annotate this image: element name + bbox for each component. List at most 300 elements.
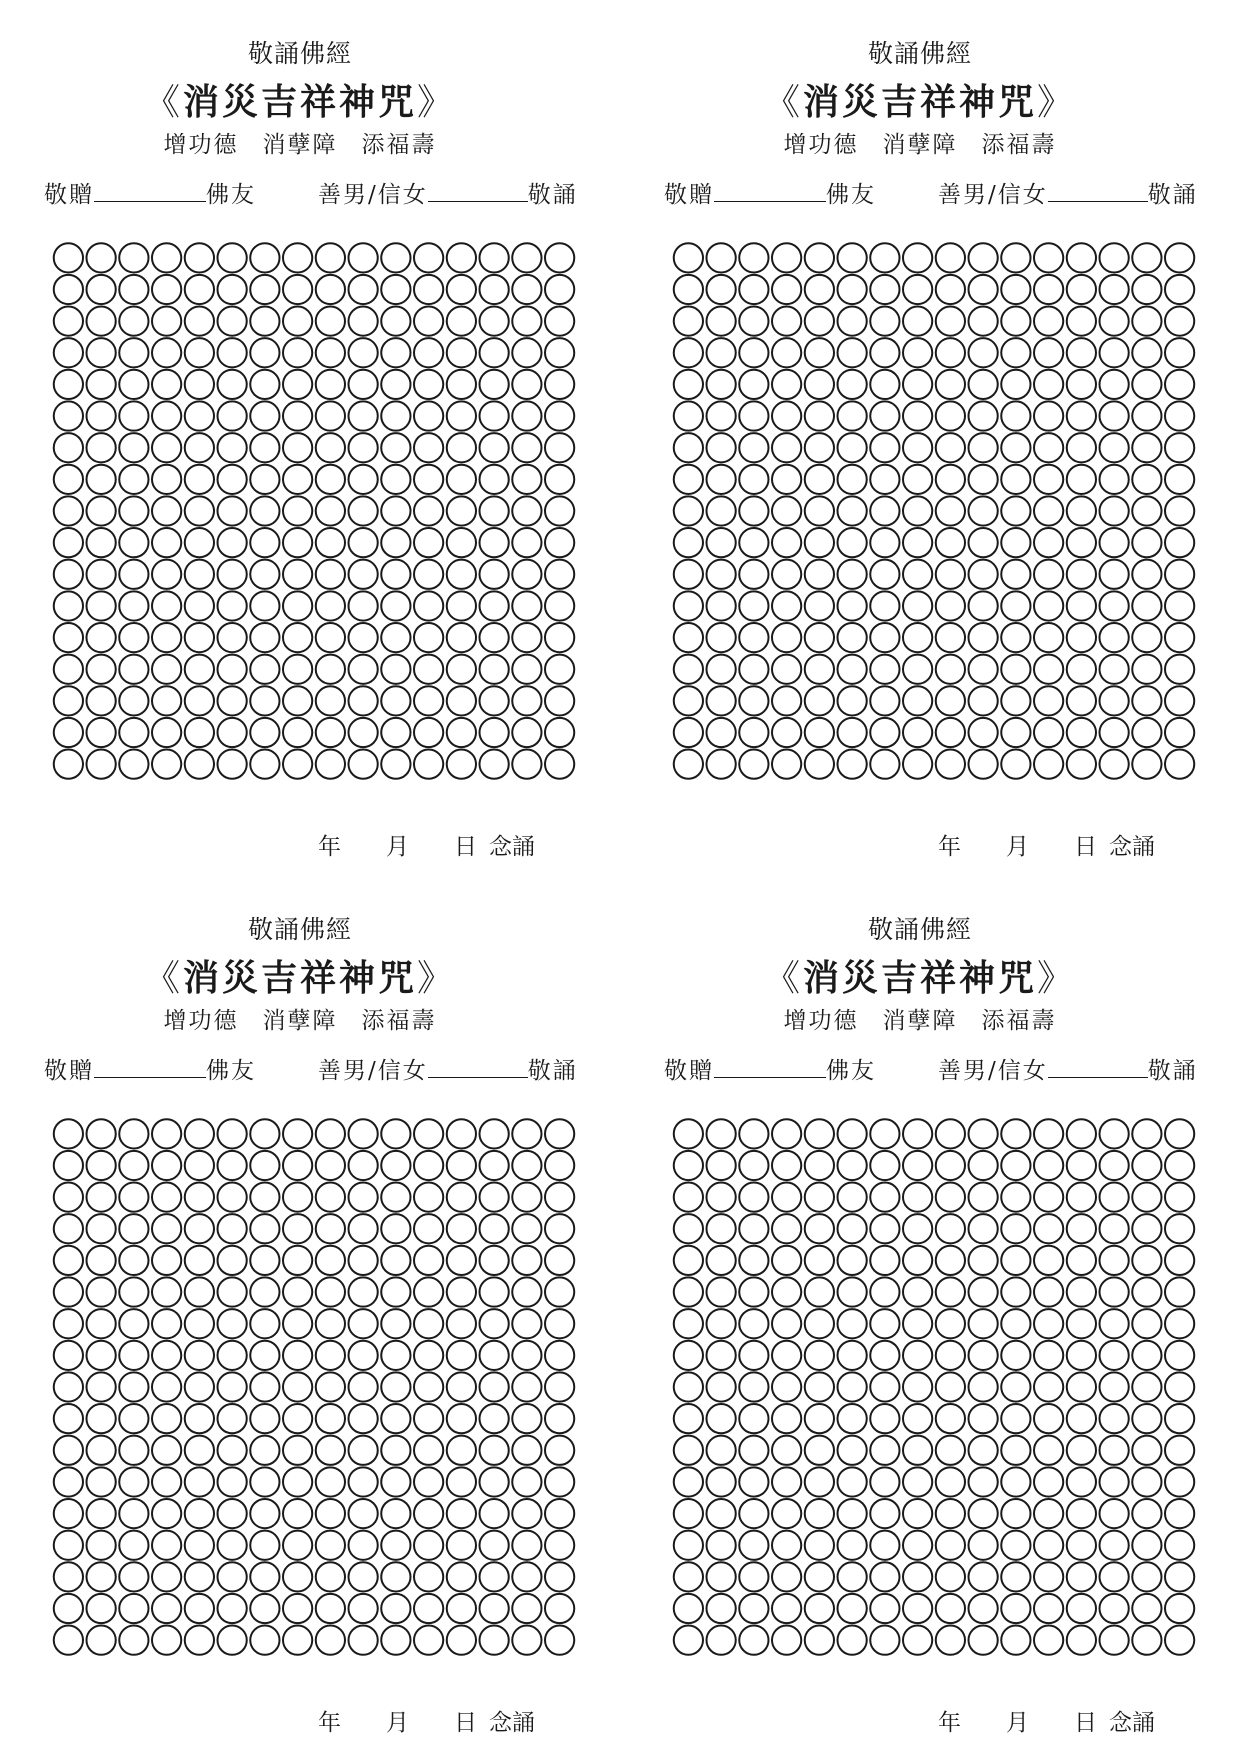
recitation-circle[interactable] xyxy=(414,1404,443,1433)
recitation-circle[interactable] xyxy=(414,1119,443,1148)
recitation-circle[interactable] xyxy=(1067,1594,1096,1623)
recitation-circle[interactable] xyxy=(870,1372,899,1401)
recitation-circle[interactable] xyxy=(772,1562,801,1591)
recitation-circle[interactable] xyxy=(512,433,541,462)
recitation-circle[interactable] xyxy=(316,1119,345,1148)
recitation-circle[interactable] xyxy=(1132,465,1161,494)
recitation-circle[interactable] xyxy=(316,750,345,779)
recipient-blank[interactable] xyxy=(94,1057,206,1078)
recitation-circle[interactable] xyxy=(447,1562,476,1591)
recitation-circle[interactable] xyxy=(480,686,509,715)
recitation-circle[interactable] xyxy=(1132,401,1161,430)
recitation-circle[interactable] xyxy=(316,1151,345,1180)
recitation-circle[interactable] xyxy=(185,1277,214,1306)
recitation-circle[interactable] xyxy=(185,1404,214,1433)
recitation-circle[interactable] xyxy=(1067,1119,1096,1148)
recitation-circle[interactable] xyxy=(969,401,998,430)
recitation-circle[interactable] xyxy=(1165,1594,1194,1623)
recitation-circle[interactable] xyxy=(218,1309,247,1338)
recitation-circle[interactable] xyxy=(903,496,932,525)
recitation-circle[interactable] xyxy=(349,655,378,684)
recitation-circle[interactable] xyxy=(250,275,279,304)
recitation-circle[interactable] xyxy=(838,718,867,747)
recitation-circle[interactable] xyxy=(936,496,965,525)
recitation-circle[interactable] xyxy=(707,1626,736,1655)
recitation-circle[interactable] xyxy=(54,275,83,304)
recitation-circle[interactable] xyxy=(283,275,312,304)
recitation-circle[interactable] xyxy=(674,623,703,652)
recitation-circle[interactable] xyxy=(218,623,247,652)
recitation-circle[interactable] xyxy=(54,1499,83,1528)
recitation-circle[interactable] xyxy=(707,750,736,779)
recitation-circle[interactable] xyxy=(1165,465,1194,494)
recitation-circle[interactable] xyxy=(349,591,378,620)
recitation-circle[interactable] xyxy=(316,465,345,494)
recitation-circle[interactable] xyxy=(936,338,965,367)
recitation-circle[interactable] xyxy=(838,1341,867,1370)
recitation-circle[interactable] xyxy=(739,528,768,557)
recitation-circle[interactable] xyxy=(185,1214,214,1243)
recitation-circle[interactable] xyxy=(119,560,148,589)
recitation-circle[interactable] xyxy=(218,1404,247,1433)
recitation-circle[interactable] xyxy=(870,623,899,652)
recitation-circle[interactable] xyxy=(283,1404,312,1433)
recitation-circle[interactable] xyxy=(1067,1341,1096,1370)
recitation-circle[interactable] xyxy=(1100,243,1129,272)
recitation-circle[interactable] xyxy=(739,1499,768,1528)
recitation-circle[interactable] xyxy=(772,1277,801,1306)
recitation-circle[interactable] xyxy=(739,655,768,684)
recitation-circle[interactable] xyxy=(903,1404,932,1433)
recitation-circle[interactable] xyxy=(87,1151,116,1180)
recitation-circle[interactable] xyxy=(1034,1372,1063,1401)
recitation-circle[interactable] xyxy=(381,496,410,525)
recitation-circle[interactable] xyxy=(480,1151,509,1180)
recitation-circle[interactable] xyxy=(512,370,541,399)
recitation-circle[interactable] xyxy=(119,1436,148,1465)
recitation-circle[interactable] xyxy=(316,1626,345,1655)
recitation-circle[interactable] xyxy=(152,1246,181,1275)
recitation-circle[interactable] xyxy=(152,370,181,399)
recitation-circle[interactable] xyxy=(707,465,736,494)
recitation-circle[interactable] xyxy=(414,1182,443,1211)
recitation-circle[interactable] xyxy=(1034,1214,1063,1243)
recitation-circle[interactable] xyxy=(152,465,181,494)
recitation-circle[interactable] xyxy=(1132,1499,1161,1528)
recitation-circle[interactable] xyxy=(316,1309,345,1338)
recitation-circle[interactable] xyxy=(772,560,801,589)
recitation-circle[interactable] xyxy=(480,1119,509,1148)
recitation-circle[interactable] xyxy=(545,306,574,335)
recitation-circle[interactable] xyxy=(1001,243,1030,272)
recitation-circle[interactable] xyxy=(1001,591,1030,620)
recitation-circle[interactable] xyxy=(707,560,736,589)
recitation-circle[interactable] xyxy=(838,1246,867,1275)
recitation-circle[interactable] xyxy=(349,1531,378,1560)
recitation-circle[interactable] xyxy=(1034,1119,1063,1148)
recitation-circle[interactable] xyxy=(1100,1626,1129,1655)
recitation-circle[interactable] xyxy=(480,1246,509,1275)
recitation-circle[interactable] xyxy=(250,1119,279,1148)
recitation-circle[interactable] xyxy=(218,1499,247,1528)
recitation-circle[interactable] xyxy=(119,496,148,525)
recitation-circle[interactable] xyxy=(739,750,768,779)
recitation-circle[interactable] xyxy=(185,1626,214,1655)
recitation-circle[interactable] xyxy=(772,591,801,620)
recitation-circle[interactable] xyxy=(838,750,867,779)
recitation-circle[interactable] xyxy=(283,1119,312,1148)
recitation-circle[interactable] xyxy=(54,338,83,367)
recitation-circle[interactable] xyxy=(739,1214,768,1243)
recitation-circle[interactable] xyxy=(87,1277,116,1306)
recitation-circle[interactable] xyxy=(838,465,867,494)
recitation-circle[interactable] xyxy=(838,591,867,620)
recitation-circle[interactable] xyxy=(185,1151,214,1180)
recitation-circle[interactable] xyxy=(316,591,345,620)
recitation-circle[interactable] xyxy=(1165,1151,1194,1180)
recitation-circle[interactable] xyxy=(739,1151,768,1180)
recitation-circle[interactable] xyxy=(707,623,736,652)
recitation-circle[interactable] xyxy=(1165,1182,1194,1211)
recitation-circle[interactable] xyxy=(805,718,834,747)
recitation-circle[interactable] xyxy=(1165,401,1194,430)
recitation-circle[interactable] xyxy=(739,1341,768,1370)
recitation-circle[interactable] xyxy=(838,1119,867,1148)
recitation-circle[interactable] xyxy=(739,1277,768,1306)
recitation-circle[interactable] xyxy=(152,718,181,747)
recitation-circle[interactable] xyxy=(545,1626,574,1655)
recitation-circle[interactable] xyxy=(480,1562,509,1591)
recitation-circle[interactable] xyxy=(218,1214,247,1243)
recitation-circle[interactable] xyxy=(1165,623,1194,652)
recitation-circle[interactable] xyxy=(838,560,867,589)
recitation-circle[interactable] xyxy=(1067,1309,1096,1338)
recitation-circle[interactable] xyxy=(1165,1372,1194,1401)
recitation-circle[interactable] xyxy=(250,1404,279,1433)
recitation-circle[interactable] xyxy=(1100,623,1129,652)
recitation-circle[interactable] xyxy=(545,1531,574,1560)
recitation-circle[interactable] xyxy=(1001,1626,1030,1655)
recitation-circle[interactable] xyxy=(707,401,736,430)
recitation-circle[interactable] xyxy=(1165,1436,1194,1465)
recitation-circle[interactable] xyxy=(1034,1151,1063,1180)
recitation-circle[interactable] xyxy=(674,1626,703,1655)
recitation-circle[interactable] xyxy=(414,1562,443,1591)
recitation-circle[interactable] xyxy=(414,1372,443,1401)
recitation-circle[interactable] xyxy=(545,560,574,589)
recitation-circle[interactable] xyxy=(969,1119,998,1148)
recitation-circle[interactable] xyxy=(772,370,801,399)
recitation-circle[interactable] xyxy=(316,655,345,684)
recitation-circle[interactable] xyxy=(1034,1309,1063,1338)
recitation-circle[interactable] xyxy=(838,1309,867,1338)
recitation-circle[interactable] xyxy=(87,718,116,747)
recitation-circle[interactable] xyxy=(969,496,998,525)
recitation-circle[interactable] xyxy=(381,1499,410,1528)
recitation-circle[interactable] xyxy=(87,1372,116,1401)
recitation-circle[interactable] xyxy=(480,1277,509,1306)
recitation-circle[interactable] xyxy=(349,1151,378,1180)
recitation-circle[interactable] xyxy=(903,1562,932,1591)
recitation-circle[interactable] xyxy=(349,1626,378,1655)
recitation-circle[interactable] xyxy=(1001,1436,1030,1465)
recitation-circle[interactable] xyxy=(152,275,181,304)
recitation-circle[interactable] xyxy=(250,655,279,684)
recitation-circle[interactable] xyxy=(707,1119,736,1148)
recitation-circle[interactable] xyxy=(250,750,279,779)
recitation-circle[interactable] xyxy=(739,1309,768,1338)
recitation-circle[interactable] xyxy=(739,433,768,462)
recitation-circle[interactable] xyxy=(936,1531,965,1560)
recitation-circle[interactable] xyxy=(969,465,998,494)
recitation-circle[interactable] xyxy=(870,243,899,272)
recitation-circle[interactable] xyxy=(54,1404,83,1433)
recitation-circle[interactable] xyxy=(707,370,736,399)
recitation-circle[interactable] xyxy=(447,1151,476,1180)
recitation-circle[interactable] xyxy=(447,1119,476,1148)
recitation-circle[interactable] xyxy=(152,686,181,715)
recitation-circle[interactable] xyxy=(381,306,410,335)
recitation-circle[interactable] xyxy=(903,1467,932,1496)
recitation-circle[interactable] xyxy=(119,655,148,684)
recitation-circle[interactable] xyxy=(283,1626,312,1655)
recitation-circle[interactable] xyxy=(1034,338,1063,367)
recitation-circle[interactable] xyxy=(185,1182,214,1211)
recitation-circle[interactable] xyxy=(414,623,443,652)
recitation-circle[interactable] xyxy=(283,1499,312,1528)
recitation-circle[interactable] xyxy=(805,275,834,304)
recitation-circle[interactable] xyxy=(185,306,214,335)
recitation-circle[interactable] xyxy=(1034,718,1063,747)
recitation-circle[interactable] xyxy=(1132,718,1161,747)
recitation-circle[interactable] xyxy=(545,401,574,430)
recitation-circle[interactable] xyxy=(1001,1182,1030,1211)
recitation-circle[interactable] xyxy=(54,306,83,335)
recitation-circle[interactable] xyxy=(545,1341,574,1370)
recitation-circle[interactable] xyxy=(349,1341,378,1370)
recitation-circle[interactable] xyxy=(772,1246,801,1275)
recitation-circle[interactable] xyxy=(512,686,541,715)
recitation-circle[interactable] xyxy=(414,1309,443,1338)
recitation-circle[interactable] xyxy=(1165,1214,1194,1243)
recitation-circle[interactable] xyxy=(707,1246,736,1275)
recitation-circle[interactable] xyxy=(1100,338,1129,367)
recitation-circle[interactable] xyxy=(283,338,312,367)
recitation-circle[interactable] xyxy=(903,306,932,335)
recitation-circle[interactable] xyxy=(739,1119,768,1148)
recitation-circle[interactable] xyxy=(805,750,834,779)
recitation-circle[interactable] xyxy=(969,370,998,399)
recitation-circle[interactable] xyxy=(152,560,181,589)
recitation-circle[interactable] xyxy=(936,1277,965,1306)
recitation-circle[interactable] xyxy=(1001,1277,1030,1306)
recitation-circle[interactable] xyxy=(1001,1246,1030,1275)
recitation-circle[interactable] xyxy=(54,1594,83,1623)
recitation-circle[interactable] xyxy=(119,1562,148,1591)
recitation-circle[interactable] xyxy=(480,1341,509,1370)
recitation-circle[interactable] xyxy=(1001,1214,1030,1243)
recitation-circle[interactable] xyxy=(54,1277,83,1306)
recitation-circle[interactable] xyxy=(936,1341,965,1370)
recitation-circle[interactable] xyxy=(447,1372,476,1401)
recitation-circle[interactable] xyxy=(739,401,768,430)
recitation-circle[interactable] xyxy=(119,1182,148,1211)
recitation-circle[interactable] xyxy=(969,306,998,335)
recitation-circle[interactable] xyxy=(185,1531,214,1560)
recitation-circle[interactable] xyxy=(1165,1626,1194,1655)
recitation-circle[interactable] xyxy=(152,528,181,557)
recitation-circle[interactable] xyxy=(805,591,834,620)
recitation-circle[interactable] xyxy=(545,1562,574,1591)
recitation-circle[interactable] xyxy=(447,1277,476,1306)
recitation-circle[interactable] xyxy=(316,1594,345,1623)
recitation-circle[interactable] xyxy=(1001,1467,1030,1496)
recitation-circle[interactable] xyxy=(1001,496,1030,525)
recitation-circle[interactable] xyxy=(283,1246,312,1275)
recitation-circle[interactable] xyxy=(152,623,181,652)
recitation-circle[interactable] xyxy=(772,1467,801,1496)
recitation-circle[interactable] xyxy=(381,623,410,652)
recitation-circle[interactable] xyxy=(54,750,83,779)
recitation-circle[interactable] xyxy=(707,1531,736,1560)
recitation-circle[interactable] xyxy=(54,1372,83,1401)
recitation-circle[interactable] xyxy=(119,433,148,462)
recitation-circle[interactable] xyxy=(739,560,768,589)
recitation-circle[interactable] xyxy=(316,560,345,589)
recitation-circle[interactable] xyxy=(283,1309,312,1338)
recitation-circle[interactable] xyxy=(674,528,703,557)
recitation-circle[interactable] xyxy=(119,1531,148,1560)
recitation-circle[interactable] xyxy=(316,1436,345,1465)
recitation-circle[interactable] xyxy=(969,1404,998,1433)
recitation-circle[interactable] xyxy=(152,591,181,620)
recitation-circle[interactable] xyxy=(772,1499,801,1528)
recitation-circle[interactable] xyxy=(1132,338,1161,367)
recitation-circle[interactable] xyxy=(381,433,410,462)
recitation-circle[interactable] xyxy=(512,1182,541,1211)
recitation-circle[interactable] xyxy=(250,1182,279,1211)
recitation-circle[interactable] xyxy=(480,750,509,779)
recitation-circle[interactable] xyxy=(414,465,443,494)
recitation-circle[interactable] xyxy=(936,718,965,747)
recitation-circle[interactable] xyxy=(870,1562,899,1591)
recitation-circle[interactable] xyxy=(447,1182,476,1211)
recitation-circle[interactable] xyxy=(480,623,509,652)
recitation-circle[interactable] xyxy=(119,1467,148,1496)
recitation-circle[interactable] xyxy=(1100,496,1129,525)
recitation-circle[interactable] xyxy=(805,1151,834,1180)
recitation-circle[interactable] xyxy=(969,1246,998,1275)
reciter-blank[interactable] xyxy=(428,1057,528,1078)
recitation-circle[interactable] xyxy=(185,1309,214,1338)
recitation-circle[interactable] xyxy=(480,1436,509,1465)
recitation-circle[interactable] xyxy=(838,1372,867,1401)
recitation-circle[interactable] xyxy=(119,306,148,335)
recitation-circle[interactable] xyxy=(903,275,932,304)
recitation-circle[interactable] xyxy=(674,1467,703,1496)
recitation-circle[interactable] xyxy=(838,528,867,557)
recitation-circle[interactable] xyxy=(772,1436,801,1465)
reciter-blank[interactable] xyxy=(1048,1057,1148,1078)
recitation-circle[interactable] xyxy=(87,1467,116,1496)
recitation-circle[interactable] xyxy=(414,1341,443,1370)
recitation-circle[interactable] xyxy=(1165,750,1194,779)
recitation-circle[interactable] xyxy=(250,528,279,557)
recitation-circle[interactable] xyxy=(1067,1562,1096,1591)
recitation-circle[interactable] xyxy=(512,243,541,272)
recitation-circle[interactable] xyxy=(349,1404,378,1433)
recitation-circle[interactable] xyxy=(936,591,965,620)
recitation-circle[interactable] xyxy=(283,750,312,779)
recitation-circle[interactable] xyxy=(707,306,736,335)
recitation-circle[interactable] xyxy=(1132,1246,1161,1275)
recitation-circle[interactable] xyxy=(1067,1214,1096,1243)
recitation-circle[interactable] xyxy=(480,401,509,430)
recitation-circle[interactable] xyxy=(674,1214,703,1243)
recitation-circle[interactable] xyxy=(936,1246,965,1275)
recitation-circle[interactable] xyxy=(870,1309,899,1338)
recitation-circle[interactable] xyxy=(1001,1404,1030,1433)
recitation-circle[interactable] xyxy=(1132,560,1161,589)
recitation-circle[interactable] xyxy=(1100,1151,1129,1180)
recitation-circle[interactable] xyxy=(1100,275,1129,304)
recitation-circle[interactable] xyxy=(512,465,541,494)
recitation-circle[interactable] xyxy=(1165,1309,1194,1338)
recitation-circle[interactable] xyxy=(707,1214,736,1243)
recitation-circle[interactable] xyxy=(414,433,443,462)
recitation-circle[interactable] xyxy=(54,1467,83,1496)
recitation-circle[interactable] xyxy=(152,655,181,684)
recitation-circle[interactable] xyxy=(512,306,541,335)
recitation-circle[interactable] xyxy=(805,1214,834,1243)
recitation-circle[interactable] xyxy=(1067,750,1096,779)
recitation-circle[interactable] xyxy=(674,1246,703,1275)
recitation-circle[interactable] xyxy=(1001,623,1030,652)
recitation-circle[interactable] xyxy=(250,1562,279,1591)
recitation-circle[interactable] xyxy=(512,1277,541,1306)
recitation-circle[interactable] xyxy=(1001,1594,1030,1623)
recitation-circle[interactable] xyxy=(838,1277,867,1306)
recitation-circle[interactable] xyxy=(1034,655,1063,684)
recitation-circle[interactable] xyxy=(218,528,247,557)
recitation-circle[interactable] xyxy=(545,1436,574,1465)
recitation-circle[interactable] xyxy=(185,496,214,525)
recitation-circle[interactable] xyxy=(545,1499,574,1528)
recitation-circle[interactable] xyxy=(903,591,932,620)
recitation-circle[interactable] xyxy=(87,1404,116,1433)
recitation-circle[interactable] xyxy=(870,1499,899,1528)
recitation-circle[interactable] xyxy=(903,1309,932,1338)
recitation-circle[interactable] xyxy=(250,465,279,494)
recitation-circle[interactable] xyxy=(1067,465,1096,494)
recitation-circle[interactable] xyxy=(316,370,345,399)
recitation-circle[interactable] xyxy=(316,275,345,304)
recitation-circle[interactable] xyxy=(414,528,443,557)
recitation-circle[interactable] xyxy=(381,1436,410,1465)
recitation-circle[interactable] xyxy=(250,591,279,620)
recitation-circle[interactable] xyxy=(739,243,768,272)
recitation-circle[interactable] xyxy=(87,1246,116,1275)
recitation-circle[interactable] xyxy=(969,1626,998,1655)
recitation-circle[interactable] xyxy=(1100,370,1129,399)
recitation-circle[interactable] xyxy=(119,338,148,367)
recitation-circle[interactable] xyxy=(936,1372,965,1401)
recitation-circle[interactable] xyxy=(707,591,736,620)
recitation-circle[interactable] xyxy=(838,1182,867,1211)
recitation-circle[interactable] xyxy=(936,1404,965,1433)
recitation-circle[interactable] xyxy=(545,1277,574,1306)
recitation-circle[interactable] xyxy=(349,623,378,652)
